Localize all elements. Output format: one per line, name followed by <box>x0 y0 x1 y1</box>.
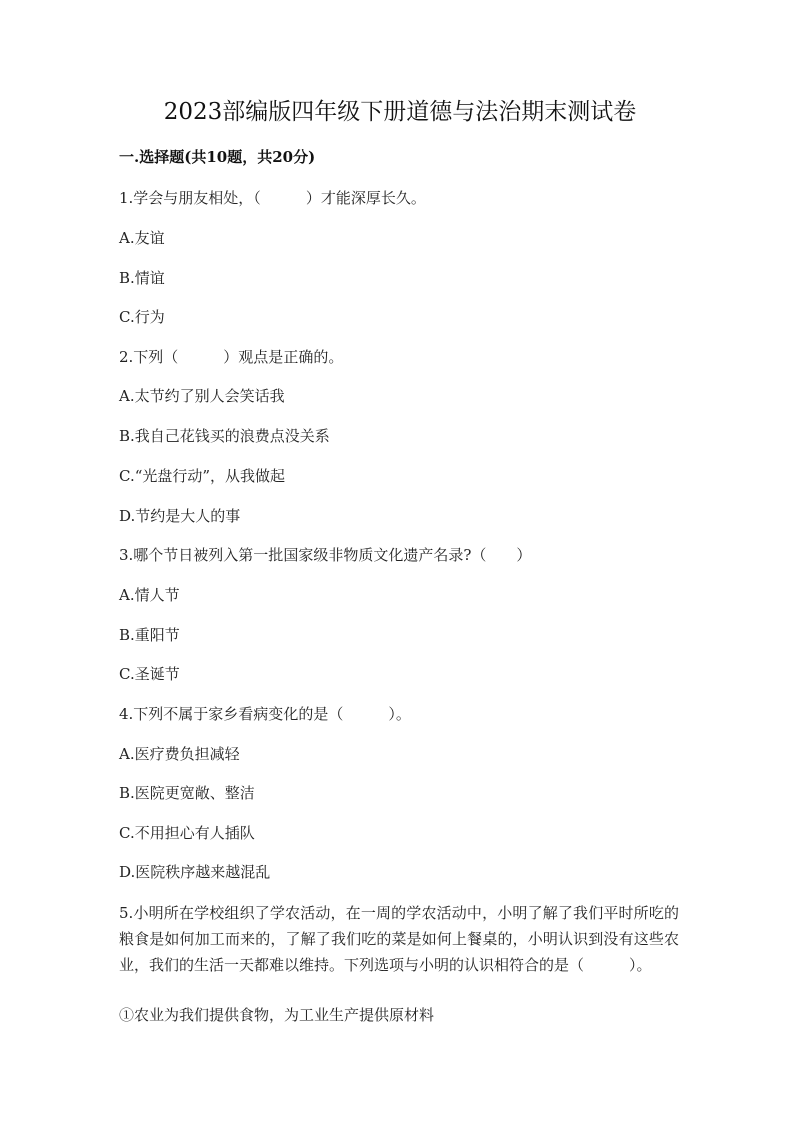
exam-title: 2023部编版四年级下册道德与法治期末测试卷 <box>163 99 637 125</box>
question-4-option-c: C.不用担心有人插队 <box>119 824 255 842</box>
question-4-option-b: B.医院更宽敞、整洁 <box>119 784 255 802</box>
question-4-stem: 4.下列不属于家乡看病变化的是（ ）。 <box>119 705 411 723</box>
question-2-stem: 2.下列（ ）观点是正确的。 <box>119 348 344 366</box>
question-1-option-b: B.情谊 <box>119 269 165 287</box>
question-4-option-d: D.医院秩序越来越混乱 <box>119 863 271 881</box>
question-2-option-c: C.“光盘行动”，从我做起 <box>119 467 286 485</box>
question-3-stem: 3.哪个节日被列入第一批国家级非物质文化遗产名录?（ ） <box>119 546 532 564</box>
question-5-option-1: ①农业为我们提供食物，为工业生产提供原材料 <box>119 1006 435 1024</box>
question-3-option-b: B.重阳节 <box>119 626 180 644</box>
question-2-option-b: B.我自己花钱买的浪费点没关系 <box>119 427 330 445</box>
question-5-stem: 5.小明所在学校组织了学农活动，在一周的学农活动中，小明了解了我们平时所吃的粮食是如何加工而来的，了解了我们吃的菜是如何上餐桌的，小明认识到没有这些农业，我们的生活一天都难以维持。下列选项与小明的认识相符合的是（ ）。 <box>119 904 679 974</box>
question-1-stem: 1.学会与朋友相处，（ ）才能深厚长久。 <box>119 189 426 207</box>
question-2-option-a: A.太节约了别人会笑话我 <box>119 387 285 405</box>
question-4-option-a: A.医疗费负担减轻 <box>119 745 240 763</box>
question-2-option-d: D.节约是大人的事 <box>119 507 241 525</box>
question-1-option-c: C.行为 <box>119 308 165 326</box>
section-heading: 一.选择题(共10题，共20分) <box>119 148 316 166</box>
question-1-option-a: A.友谊 <box>119 229 165 247</box>
question-3-option-a: A.情人节 <box>119 586 180 604</box>
question-3-option-c: C.圣诞节 <box>119 665 180 683</box>
